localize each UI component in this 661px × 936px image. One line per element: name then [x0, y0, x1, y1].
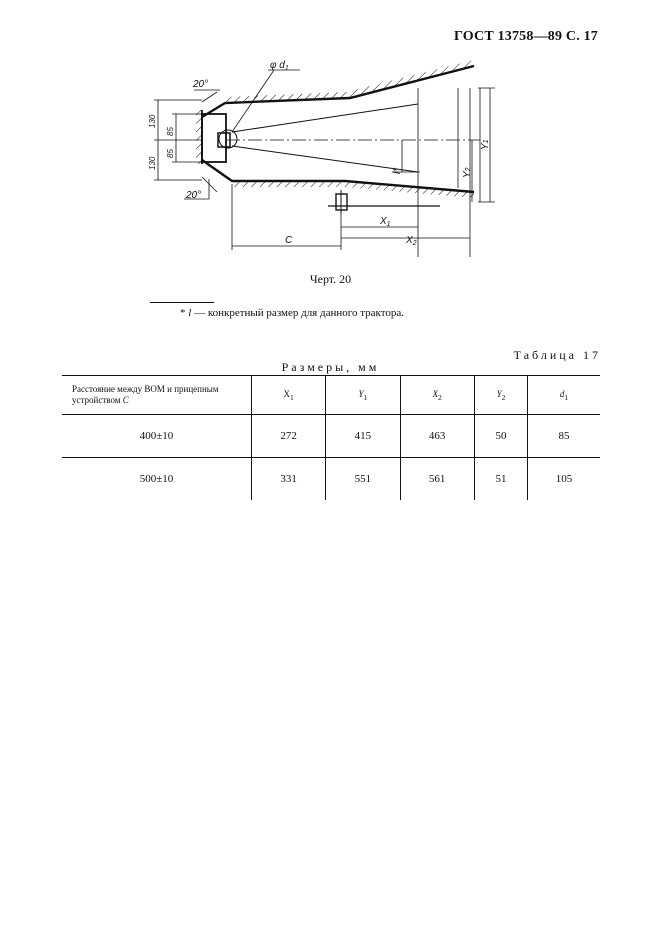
- footnote-rule: [150, 302, 214, 303]
- cell-x1: 331: [252, 458, 326, 501]
- table-header-row: [62, 376, 600, 415]
- cell-d1: 105: [528, 458, 600, 501]
- lower-outline: [202, 160, 474, 192]
- table-row: [62, 458, 600, 501]
- label-l: l*: [392, 167, 403, 174]
- cell-c: 400±10: [62, 415, 252, 458]
- label-130-top: 130: [148, 114, 157, 128]
- technical-drawing: [140, 52, 500, 264]
- header-distance: Расстояние между ВОМ и прицепным устройством C: [62, 376, 252, 415]
- header-d1: $d_1$: [528, 376, 600, 415]
- cell-c: 500±10: [139, 473, 174, 485]
- label-130-bottom: 130: [148, 156, 157, 170]
- label-85-top: 85: [166, 127, 175, 136]
- table-title: Размеры, мм: [281, 360, 380, 374]
- dimensions-table: [62, 375, 600, 500]
- label-y2: Y2: [462, 167, 473, 178]
- table-number: Таблица 17: [513, 348, 601, 362]
- label-angle-bottom: 20°: [186, 190, 202, 201]
- cell-y1: 415: [326, 415, 400, 458]
- header-x2: $X_2$: [400, 376, 474, 415]
- cell-d1: 85: [528, 415, 600, 458]
- label-x2: $X_2$: [406, 235, 417, 247]
- label-x1: $X_1$: [380, 216, 391, 228]
- label-y1: Y1: [480, 139, 491, 150]
- cell-y1: 551: [326, 458, 400, 501]
- label-c: C: [285, 235, 293, 246]
- header-x1: $X_1$: [252, 376, 326, 415]
- label-angle-top: 20°: [193, 79, 209, 90]
- label-d1: φ $d_1$: [270, 60, 289, 72]
- cell-x2: 463: [400, 415, 474, 458]
- document-reference: ГОСТ 13758—89 С. 17: [454, 29, 598, 44]
- cell-x1: 272: [252, 415, 326, 458]
- label-85-bottom: 85: [166, 149, 175, 158]
- cell-y2: 50: [474, 415, 527, 458]
- header-y1: $Y_1$: [326, 376, 400, 415]
- header-y2: $Y_2$: [474, 376, 527, 415]
- footnote: * l — конкретный размер для данного трактора.: [180, 307, 405, 319]
- table-row: [62, 415, 600, 458]
- cell-x2: 561: [400, 458, 474, 501]
- pto-housing: [202, 114, 226, 162]
- cell-y2: 51: [474, 458, 527, 501]
- figure-caption: Черт. 20: [309, 272, 352, 286]
